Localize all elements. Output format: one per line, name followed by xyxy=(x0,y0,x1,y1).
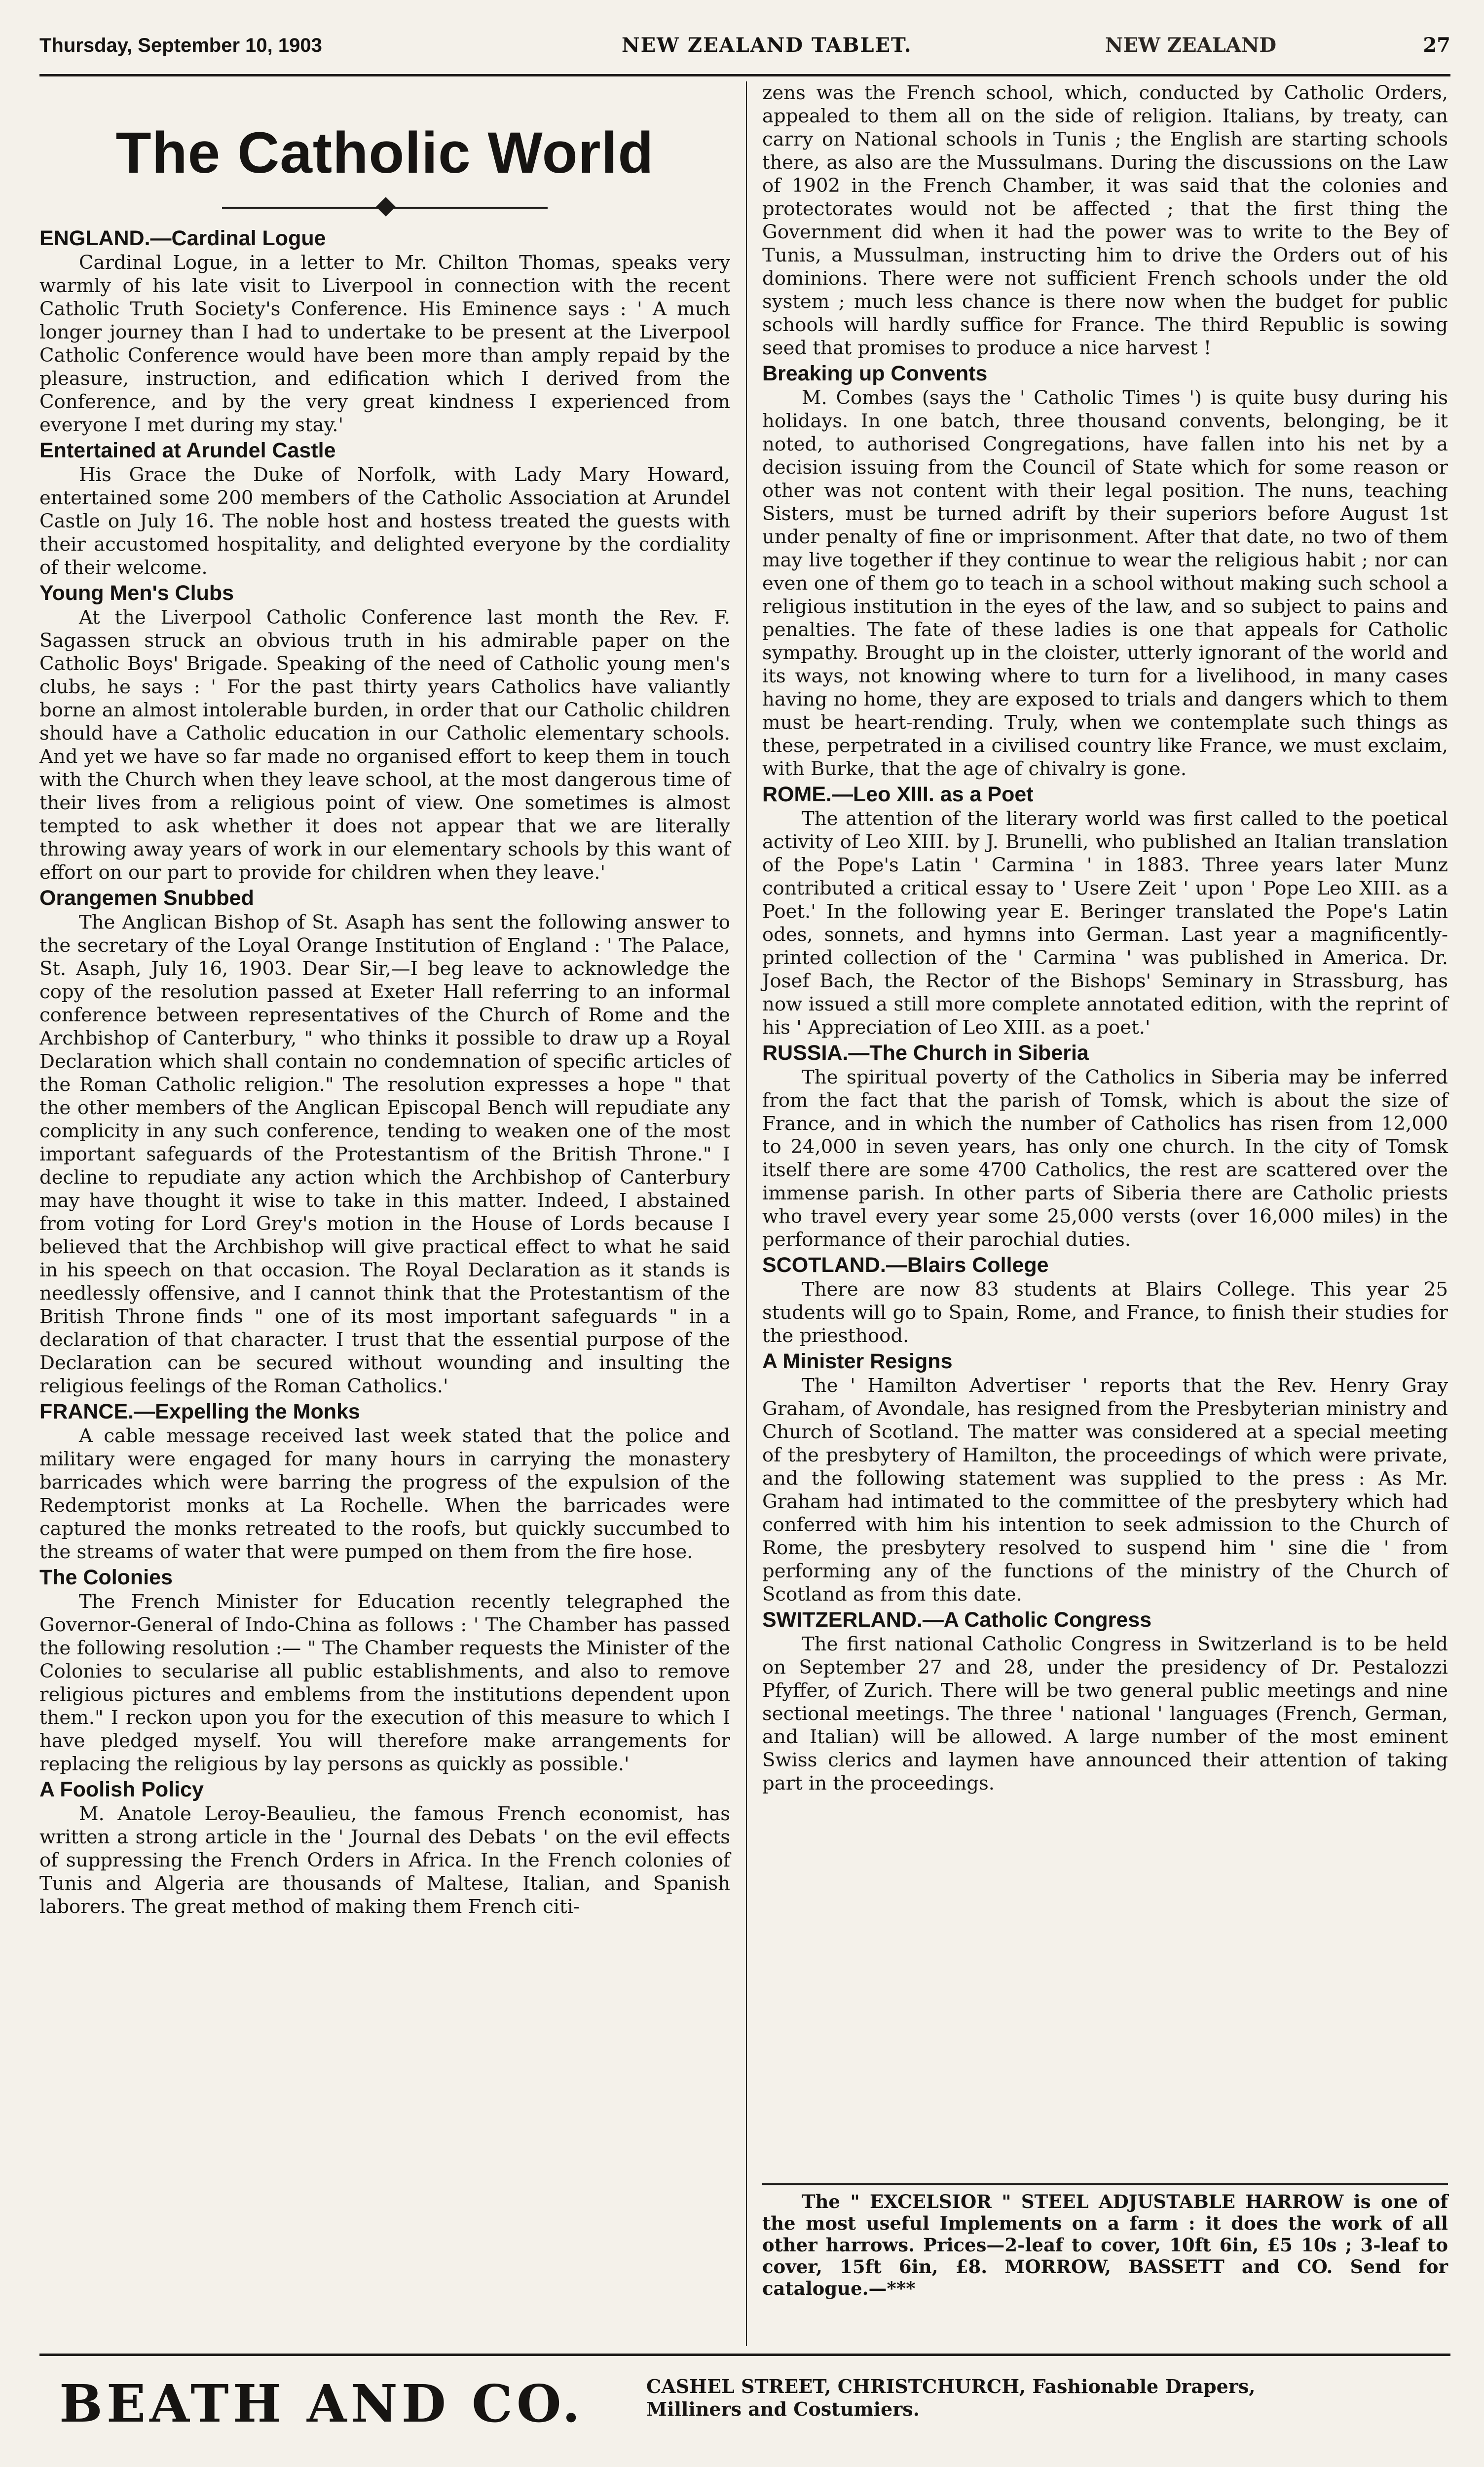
issue-date: Thursday, September 10, 1903 xyxy=(39,35,322,56)
heading-switzerland: SWITZERLAND.—A Catholic Congress xyxy=(762,1608,1152,1632)
advert-rule xyxy=(762,2183,1448,2185)
section-title: The Catholic World xyxy=(115,120,654,186)
header-rule xyxy=(39,74,1450,76)
title-ornament xyxy=(39,190,730,224)
harrow-advertisement xyxy=(762,2191,1448,2302)
heading-colonies: The Colonies xyxy=(39,1566,173,1589)
advertiser-name: BEATH AND CO. xyxy=(59,2373,584,2434)
smudged-header-text: NEW ZEALAND xyxy=(1105,34,1277,57)
heading-convents: Breaking up Convents xyxy=(762,362,988,385)
paragraph-foolish-policy: M. Anatole Leroy-Beaulieu, the famous French economist, has written a strong article in the ' Journal des Debats ' on the evil effects of suppressing the French Orders in Africa. In the French colonies of Tunis and Algeria are thousands of Maltese, Italian, and Spanish laborers. The great method of making them French citi- xyxy=(39,1803,730,1918)
paragraph-france: A cable message received last week stated that the police and military were engaged for many hours in carrying the monastery barricades which were barring the progress of the expulsion of the Redemptorist monks at La Rochelle. When the barricades were captured the monks retreated to the roofs, but quickly succumbed to the streams of water that were pumped on them from the fire hose. xyxy=(39,1425,730,1563)
paragraph-switzerland: The first national Catholic Congress in Switzerland is to be held on September 27 and 28, under the presidency of Dr. Pestalozzi Pfyffer, of Zurich. There will be two general public meetings and nine sectional meetings. The three ' national ' languages (French, German, and Italian) will be allowed. A large number of the most eminent Swiss clerics and laymen have announced their attention of taking part in the proceedings. xyxy=(762,1633,1448,1794)
advert-text: The " EXCELSIOR " STEEL ADJUSTABLE HARROW is one of the most useful Implements on a farm : it does the work of all other harrows. Prices—2-leaf to cover, 10ft 6in, £5 10s ; 3-leaf to cover, 15ft 6in, £8. MORROW, BASSETT and CO. Send for catalogue.—*** xyxy=(762,2191,1448,2299)
heading-scotland: SCOTLAND.—Blairs College xyxy=(762,1253,1049,1277)
heading-young-mens-clubs: Young Men's Clubs xyxy=(39,581,234,605)
footer-advertisement xyxy=(39,2363,1450,2462)
page-number: 27 xyxy=(1423,34,1450,57)
column-divider xyxy=(746,81,747,2346)
heading-minister: A Minister Resigns xyxy=(762,1349,953,1373)
paragraph-minister: The ' Hamilton Advertiser ' reports that the Rev. Henry Gray Graham, of Avondale, has resigned from the Presbyterian ministry and Church of Scotland. The matter was considered at a special meeting of the presbytery of Hamilton, the proceedings of which were private, and the following statement was supplied to the press : As Mr. Graham had intimated to the committee of the presbytery which had conferred with him his intention to seek admission to the Church of Rome, the presbytery resolved to suspend him ' sine die ' from performing any of the functions of the ministry of the Church of Scotland as from this date. xyxy=(762,1375,1448,1606)
heading-foolish-policy: A Foolish Policy xyxy=(39,1778,204,1801)
paragraph-tunis-continued: zens was the French school, which, conducted by Catholic Orders, appealed to them all on the side of religion. Italians, by treaty, can carry on National schools in Tunis ; the English are starting schools there, as also are the Mussulmans. During the discussions on the Law of 1902 in the French Chamber, it was said that the colonies and protectorates would not be affected ; that the first thing the Government did when it had the power was to write to the Bey of Tunis, a Mussulman, instructing him to drive the Orders out of his dominions. There were not sufficient French schools under the old system ; much less chance is there now when the budget for public schools will hardly suffice for France. The third Republic is sowing seed that promises to produce a nice harvest ! xyxy=(762,82,1448,359)
right-column xyxy=(762,81,1448,1795)
masthead xyxy=(39,6,1450,70)
paragraph-russia: The spiritual poverty of the Catholics in Siberia may be inferred from the fact that the parish of Tomsk, which is about the size of France, and in which the number of Catholics has risen from 12,000 to 24,000 in seven years, has only one church. In the city of Tomsk itself there are some 4700 Catholics, the rest are scattered over the immense parish. In other parts of Siberia there are Catholic priests who travel every year some 25,000 versts (over 16,000 miles) in the performance of their parochial duties. xyxy=(762,1066,1448,1251)
paragraph-rome: The attention of the literary world was first called to the poetical activity of Leo XIII. by J. Brunelli, who published an Italian translation of the Pope's Latin ' Carmina ' in 1883. Three years later Munz contributed a critical essay to ' Usere Zeit ' upon ' Pope Leo XIII. as a Poet.' In the following year E. Beringer translated the Pope's Latin odes, sonnets, and hymns into German. Last year a magnificently-printed collection of the ' Carmina ' was published in America. Dr. Josef Bach, the Rector of the Bishops' Seminary in Strassburg, has now issued a still more complete annotated edition, with the reprint of his ' Appreciation of Leo XIII. as a poet.' xyxy=(762,808,1448,1039)
paragraph-orangemen: The Anglican Bishop of St. Asaph has sent the following answer to the secretary of the Loyal Orange Institution of England : ' The Palace, St. Asaph, July 16, 1903. Dear Sir,—I beg leave to acknowledge the copy of the resolution passed at Exeter Hall referring to an informal conference between representatives of the Church of Rome and the Archbishop of Canterbury, " who thinks it possible to draw up a Royal Declaration which shall contain no condemnation of specific articles of the Roman Catholic religion." The resolution expresses a hope " that the other members of the Anglican Episcopal Bench will repudiate any complicity in any such conference, tending to weaken one of the most important safeguards of the Protestantism of the British Throne." I decline to repudiate any action which the Archbishop of Canterbury may have thought it wise to take in this matter. Indeed, I abstained from voting for Lord Grey's motion in the House of Lords because I believed that the Archbishop will give practical effect to what he said in his speech on that occasion. The Royal Declaration as it stands is needlessly offensive, and I cannot think that the Protestantism of the British Throne finds " one of its most important safeguards " in a declaration of that character. I trust that the essential purpose of the Declaration can be secured without wounding and insulting the religious feelings of the Roman Catholics.' xyxy=(39,911,730,1397)
paragraph-england: Cardinal Logue, in a letter to Mr. Chilton Thomas, speaks very warmly of his late visit to Liverpool in connection with the recent Catholic Truth Society's Conference. His Eminence says : ' A much longer journey than I had to undertake to be present at the Liverpool Catholic Conference would have been more than amply repaid by the pleasure, instruction, and edification which I derived from the Conference, and by the very great kindness I experienced from everyone I met during my stay.' xyxy=(39,252,730,436)
heading-russia: RUSSIA.—The Church in Siberia xyxy=(762,1041,1089,1065)
heading-arundel: Entertained at Arundel Castle xyxy=(39,439,336,462)
paragraph-convents: M. Combes (says the ' Catholic Times ') is quite busy during his holidays. In one batch, three thousand convents, belonging, be it noted, to authorised Congregations, have fallen into his net by a decision issuing from the Council of State which for some reason or other was not content with their legal position. The nuns, teaching Sisters, must be turned adrift by their superiors before August 1st under penalty of fine or imprisonment. After that date, no two of them may live together if they continue to wear the religious habit ; nor can even one of them go to teach in a school without making such school a religious institution in the eyes of the law, and so subject to pains and penalties. The fate of these ladies is one that appeals for Catholic sympathy. Brought up in the cloister, utterly ignorant of the world and its ways, not knowing where to turn for a livelihood, in many cases having no home, they are exposed to trials and dangers which to them must be heart-rending. Truly, when we contemplate such things as these, perpetrated in a civilised country like France, we must exclaim, with Burke, that the age of chivalry is gone. xyxy=(762,387,1448,780)
paragraph-scotland: There are now 83 students at Blairs College. This year 25 students will go to Spain, Rome, and France, to finish their studies for the priesthood. xyxy=(762,1278,1448,1347)
diamond-icon xyxy=(376,197,396,217)
heading-france: FRANCE.—Expelling the Monks xyxy=(39,1400,360,1423)
footer-rule xyxy=(39,2354,1450,2356)
newspaper-title: NEW ZEALAND TABLET. xyxy=(622,34,912,57)
heading-rome: ROME.—Leo XIII. as a Poet xyxy=(762,783,1034,806)
heading-england: ENGLAND.—Cardinal Logue xyxy=(39,226,326,250)
advertiser-address: CASHEL STREET, CHRISTCHURCH, Fashionable Drapers, Milliners and Costumiers. xyxy=(646,2375,1256,2420)
paragraph-colonies: The French Minister for Education recently telegraphed the Governor-General of Indo-China as follows : ' The Chamber has passed the following resolution :— " The Chamber requests the Minister of the Colonies to secularise all public establishments, and also to remove religious pictures and emblems from the institutions dependent upon them." I reckon upon you for the execution of this measure to which I have pledged myself. You will therefore make arrangements for replacing the religious by lay persons as quickly as possible.' xyxy=(39,1591,730,1775)
heading-orangemen: Orangemen Snubbed xyxy=(39,886,254,910)
left-column xyxy=(39,81,730,1918)
paragraph-arundel: His Grace the Duke of Norfolk, with Lady Mary Howard, entertained some 200 members of the Catholic Association at Arundel Castle on July 16. The noble host and hostess treated the guests with their accustomed hospitality, and delighted everyone by the cordiality of their welcome. xyxy=(39,464,730,579)
paragraph-young-mens-clubs: At the Liverpool Catholic Conference last month the Rev. F. Sagassen struck an obvious truth in his admirable paper on the Catholic Boys' Brigade. Speaking of the need of Catholic young men's clubs, he says : ' For the past thirty years Catholics have valiantly borne an almost intolerable burden, in order that our Catholic children should have a Catholic education in our Catholic elementary schools. And yet we have so far made no organised effort to keep them in touch with the Church when they leave school, at the most dangerous time of their lives from a religious point of view. One sometimes is almost tempted to ask whether it does not appear that we are literally throwing away years of work in our elementary schools by this want of effort on our part to provide for children when they leave.' xyxy=(39,606,730,884)
